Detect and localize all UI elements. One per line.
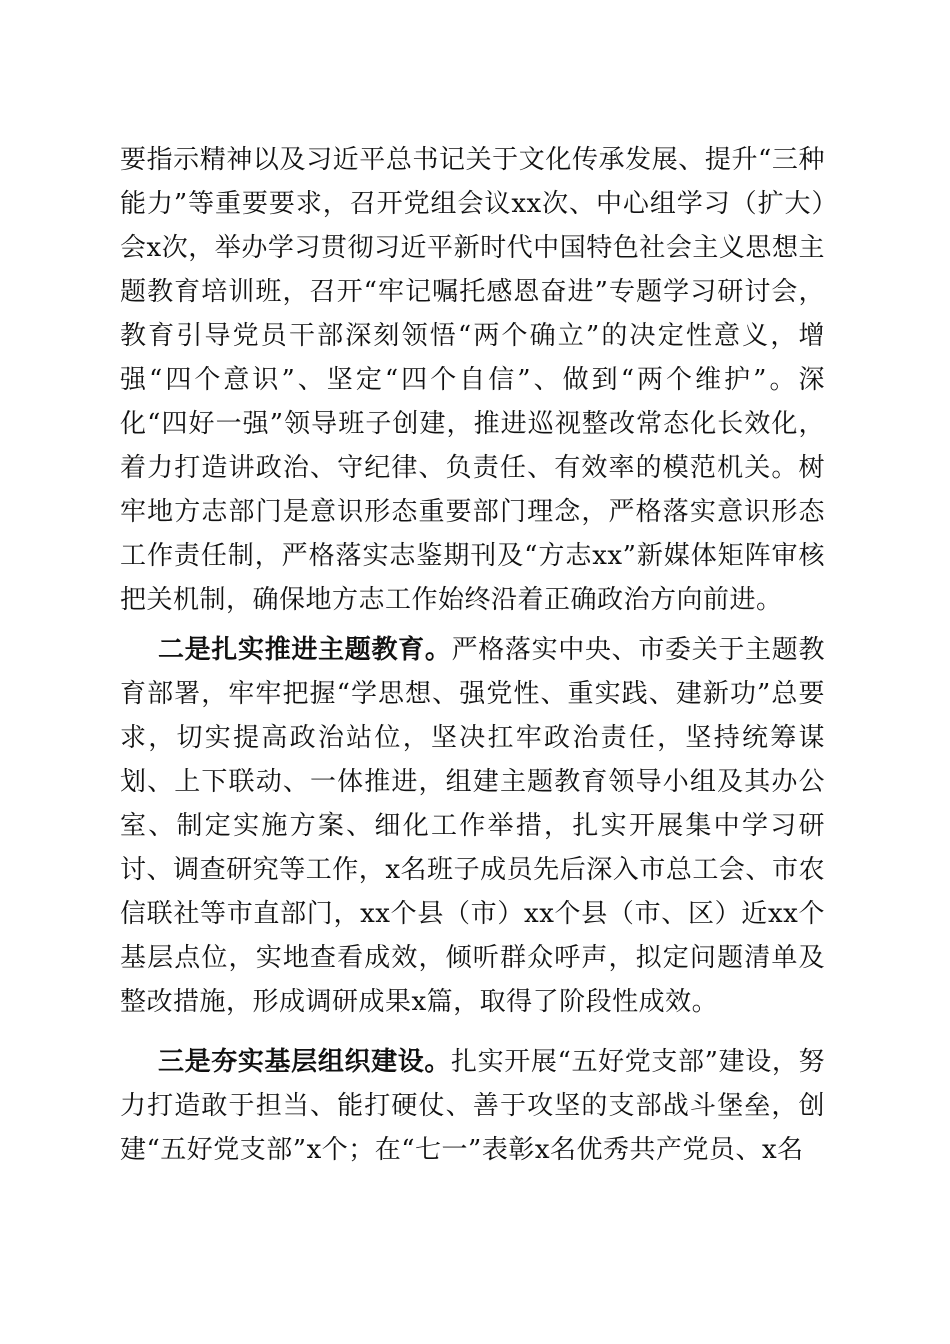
paragraph-text: 扎实开展“五好党支部”建设，努力打造敢于担当、能打硬仗、善于攻坚的支部战斗堡垒，创建“五好党支部”x个；在“七一”表彰x名优秀共产党员、x名: [120, 1047, 825, 1165]
paragraph-theme-education: [120, 628, 825, 1024]
paragraph-grassroots-organization: [120, 1040, 825, 1172]
paragraph-heading: 二是扎实推进主题教育。: [158, 635, 452, 665]
paragraph-text: 严格落实中央、市委关于主题教育部署，牢牢把握“学思想、强党性、重实践、建新功”总要求，切实提高政治站位，坚决扛牢政治责任，坚持统筹谋划、上下联动、一体推进，组建主题教育领导小组及其办公室、制定实施方案、细化工作举措，扎实开展集中学习研讨、调查研究等工作，x名班子成员先后深入市总工会、市农信联社等市直部门，xx个县（市）xx个县（市、区）近xx个基层点位，实地查看成效，倾听群众呼声，拟定问题清单及整改措施，形成调研成果x篇，取得了阶段性成效。: [120, 635, 825, 1017]
paragraph-heading: 三是夯实基层组织建设。: [158, 1047, 451, 1077]
paragraph-text: 要指示精神以及习近平总书记关于文化传承发展、提升“三种能力”等重要要求，召开党组会议xx次、中心组学习（扩大）会x次，举办学习贯彻习近平新时代中国特色社会主义思想主题教育培训班，召开“牢记嘱托感恩奋进”专题学习研讨会，教育引导党员干部深刻领悟“两个确立”的决定性意义，增强“四个意识”、坚定“四个自信”、做到“两个维护”。深化“四好一强”领导班子创建，推进巡视整改常态化长效化，着力打造讲政治、守纪律、负责任、有效率的模范机关。树牢地方志部门是意识形态重要部门理念，严格落实意识形态工作责任制，严格落实志鉴期刊及“方志xx”新媒体矩阵审核把关机制，确保地方志工作始终沿着正确政治方向前进。: [120, 145, 825, 615]
document-body: [120, 138, 825, 1172]
paragraph-continuation: [120, 138, 825, 622]
